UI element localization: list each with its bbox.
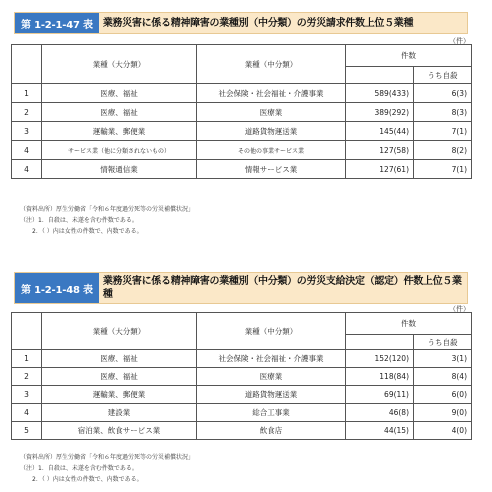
- note-2: 2．（ ）内は女性の件数で、内数である。: [32, 228, 143, 235]
- count-cell: 69(11): [346, 386, 414, 404]
- table-row: [12, 404, 472, 422]
- suicide-cell: 3(1): [414, 350, 472, 368]
- count-header: 件数: [346, 45, 472, 67]
- suicide-cell: 6(3): [414, 84, 472, 103]
- major-cell: 医療、福祉: [42, 103, 197, 122]
- mid-cell: 情報サービス業: [197, 160, 346, 179]
- suicide-cell: 8(3): [414, 103, 472, 122]
- unit-label: （件）: [449, 305, 470, 313]
- major-cell: 宿泊業、飲食サービス業: [42, 422, 197, 440]
- table-section-1: [0, 0, 492, 235]
- rank-cell: 1: [12, 84, 42, 103]
- table-row: [12, 368, 472, 386]
- rank-cell: 3: [12, 122, 42, 141]
- count-cell: 589(433): [346, 84, 414, 103]
- major-cell: 医療、福祉: [42, 84, 197, 103]
- mid-header: 業種（中分類）: [197, 313, 346, 350]
- major-cell: 建設業: [42, 404, 197, 422]
- table-row: [12, 386, 472, 404]
- table-number-badge: 第 1-2-1-48 表: [15, 273, 99, 303]
- count-cell: 118(84): [346, 368, 414, 386]
- table-row: [12, 84, 472, 103]
- suicide-cell: 7(1): [414, 160, 472, 179]
- count-cell: 127(58): [346, 141, 414, 160]
- rank-cell: 4: [12, 160, 42, 179]
- note-2: 2．（ ）内は女性の件数で、内数である。: [32, 476, 143, 483]
- suicide-header: うち自殺: [414, 67, 472, 84]
- source-note: （資料出所）厚生労働省「令和６年度過労死等の労災補償状況」: [20, 454, 195, 461]
- suicide-cell: 8(4): [414, 368, 472, 386]
- table-row: [12, 160, 472, 179]
- data-table: [11, 312, 472, 440]
- rank-cell: 1: [12, 350, 42, 368]
- mid-cell: 飲食店: [197, 422, 346, 440]
- count-cell: 127(61): [346, 160, 414, 179]
- mid-cell: 総合工事業: [197, 404, 346, 422]
- rank-cell: 3: [12, 386, 42, 404]
- mid-cell: 社会保険・社会福祉・介護事業: [197, 84, 346, 103]
- unit-label: （件）: [449, 37, 470, 45]
- rank-cell: 4: [12, 141, 42, 160]
- major-cell: 情報通信業: [42, 160, 197, 179]
- major-cell: 運輸業、郵便業: [42, 122, 197, 141]
- table-row: [12, 103, 472, 122]
- table-title-bar: [14, 272, 468, 304]
- suicide-cell: 8(2): [414, 141, 472, 160]
- major-header: 業種（大分類）: [42, 45, 197, 84]
- count-subheader-empty: [346, 67, 414, 84]
- major-header: 業種（大分類）: [42, 313, 197, 350]
- mid-cell: 医療業: [197, 103, 346, 122]
- table-row: [12, 141, 472, 160]
- mid-cell: 医療業: [197, 368, 346, 386]
- major-cell: 医療、福祉: [42, 368, 197, 386]
- table-number-badge: 第 1-2-1-47 表: [15, 13, 99, 33]
- note-1: （注）1．自殺は、未遂を含む件数である。: [20, 465, 138, 472]
- rank-cell: 2: [12, 103, 42, 122]
- mid-cell: 道路貨物運送業: [197, 122, 346, 141]
- suicide-cell: 4(0): [414, 422, 472, 440]
- count-cell: 46(8): [346, 404, 414, 422]
- count-cell: 389(292): [346, 103, 414, 122]
- count-cell: 152(120): [346, 350, 414, 368]
- mid-cell: その他の事業サービス業: [197, 141, 346, 160]
- table-row: [12, 350, 472, 368]
- suicide-cell: 6(0): [414, 386, 472, 404]
- rank-header: [12, 313, 42, 350]
- table-notes: [20, 204, 194, 237]
- mid-cell: 道路貨物運送業: [197, 386, 346, 404]
- table-row: [12, 422, 472, 440]
- count-header: 件数: [346, 313, 472, 335]
- count-cell: 44(15): [346, 422, 414, 440]
- table-row: [12, 122, 472, 141]
- note-1: （注）1．自殺は、未遂を含む件数である。: [20, 217, 138, 224]
- suicide-cell: 9(0): [414, 404, 472, 422]
- suicide-header: うち自殺: [414, 335, 472, 350]
- table-title-bar: [14, 12, 468, 34]
- rank-cell: 2: [12, 368, 42, 386]
- rank-cell: 5: [12, 422, 42, 440]
- count-subheader-empty: [346, 335, 414, 350]
- table-title: 業務災害に係る精神障害の業種別（中分類）の労災請求件数上位５業種: [102, 17, 414, 29]
- major-cell: 医療、福祉: [42, 350, 197, 368]
- table-notes: [20, 452, 194, 485]
- table-title: 業務災害に係る精神障害の業種別（中分類）の労災支給決定（認定）件数上位５業種: [102, 276, 462, 300]
- rank-cell: 4: [12, 404, 42, 422]
- rank-header: [12, 45, 42, 84]
- header-row: [12, 313, 472, 335]
- table-section-2: [0, 268, 492, 483]
- data-table: [11, 44, 472, 179]
- header-row: [12, 45, 472, 67]
- major-cell: サービス業（他に分類されないもの）: [42, 141, 197, 160]
- major-cell: 運輸業、郵便業: [42, 386, 197, 404]
- suicide-cell: 7(1): [414, 122, 472, 141]
- count-cell: 145(44): [346, 122, 414, 141]
- mid-header: 業種（中分類）: [197, 45, 346, 84]
- source-note: （資料出所）厚生労働省「令和６年度過労死等の労災補償状況」: [20, 206, 195, 213]
- mid-cell: 社会保険・社会福祉・介護事業: [197, 350, 346, 368]
